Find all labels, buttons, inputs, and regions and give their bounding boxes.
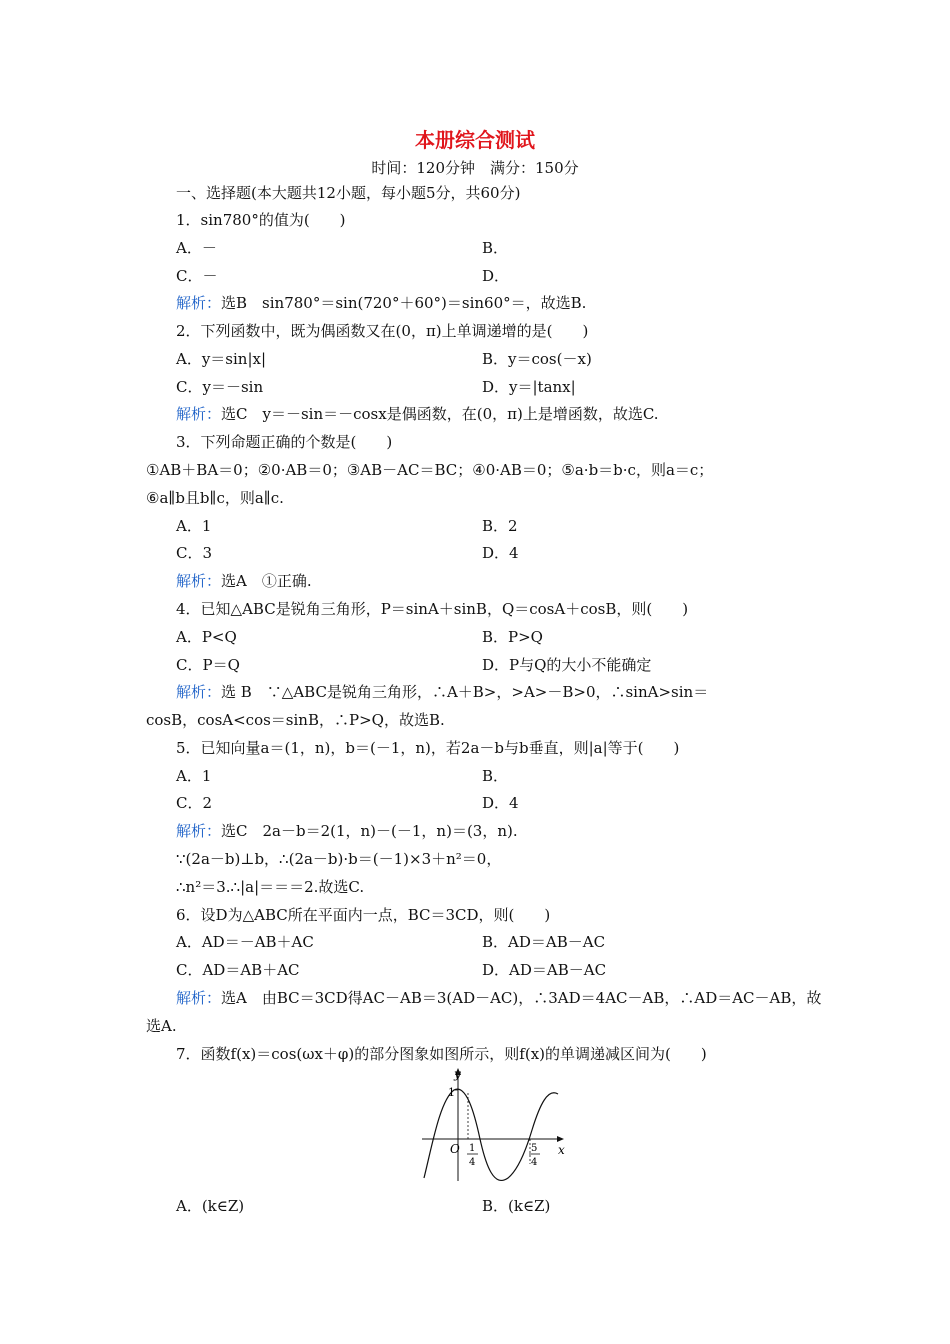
tick-quarter-numerator: 1 [469,1143,476,1154]
analysis-label: 解析： [176,822,222,840]
q7-function-graph [418,1066,568,1184]
q3-option-c: C．3 [176,544,213,562]
q7-option-a: A．(k∈Z) [176,1197,245,1215]
q4-analysis [176,682,708,702]
tick-quarter-denominator: 4 [469,1157,476,1168]
q3-option-b: B．2 [482,517,518,535]
q3-body-line1: ①AB＋BA＝0；②0·AB＝0；③AB－AC＝BC；④0·AB＝0；⑤a·b＝b·c，则a＝c； [146,461,714,479]
q2-stem: 2．下列函数中，既为偶函数又在(0，π)上单调递增的是( ) [176,322,589,340]
q6-analysis [176,988,821,1008]
q4-option-d: D．P与Q的大小不能确定 [482,656,652,674]
q4-option-a: A．P<Q [176,628,237,646]
tick-five-quarter-denominator: 4 [531,1157,538,1168]
analysis-label: 解析： [176,989,222,1007]
q5-answer-line3: ∴n²＝3.∴|a|＝＝＝2.故选C. [176,878,365,896]
q6-option-c: C．AD＝AB＋AC [176,961,300,979]
q2-option-c: C．y＝－sin [176,378,264,396]
q5-analysis [176,821,518,841]
q1-option-c: C．－ [176,267,218,285]
q7-stem: 7．函数f(x)＝cos(ωx＋φ)的部分图象如图所示，则f(x)的单调递减区间为( ) [176,1045,707,1063]
q6-answer-line2: 选A. [146,1017,177,1035]
q5-option-c: C．2 [176,794,213,812]
y-tick-one: 1 [448,1086,455,1099]
q3-analysis [176,571,312,591]
q1-option-b: B． [482,239,509,257]
q5-option-a: A．1 [176,767,212,785]
q3-body-line2: ⑥a∥b且b∥c，则a∥c. [146,489,284,507]
page-title: 本册综合测试 [415,128,535,152]
q2-option-b: B．y＝cos(－x) [482,350,592,368]
q5-answer-line1: 选C 2a－b＝2(1，n)－(－1，n)＝(3，n). [221,822,518,840]
x-axis-arrow [557,1136,564,1142]
q1-stem: 1．sin780°的值为( ) [176,211,346,229]
analysis-label: 解析： [176,683,222,701]
q3-answer: 选A ①正确. [221,572,312,590]
q1-option-a: A．－ [176,239,217,257]
cosine-curve [424,1089,558,1180]
q3-option-d: D．4 [482,544,519,562]
q4-stem: 4．已知△ABC是锐角三角形，P＝sinA＋sinB，Q＝cosA＋cosB，则( ) [176,600,689,618]
q1-option-d: D． [482,267,510,285]
q4-option-b: B．P>Q [482,628,543,646]
section-heading: 一、选择题(本大题共12小题，每小题5分，共60分) [176,184,521,202]
q2-answer: 选C y＝－sin＝－cosx是偶函数，在(0，π)上是增函数，故选C. [221,405,659,423]
q6-option-d: D．AD＝AB－AC [482,961,607,979]
q5-answer-line2: ∵(2a－b)⊥b，∴(2a－b)·b＝(－1)×3＋n²＝0， [176,850,502,868]
analysis-label: 解析： [176,294,222,312]
q4-answer-line2: cosB，cosA<cos＝sinB，∴P>Q，故选B. [146,711,445,729]
q3-option-a: A．1 [176,517,212,535]
q6-stem: 6．设D为△ABC所在平面内一点，BC＝3CD，则( ) [176,906,551,924]
q2-option-a: A．y＝sin|x| [176,350,267,368]
q4-option-c: C．P＝Q [176,656,240,674]
q6-answer-line1: 选A 由BC＝3CD得AC－AB＝3(AD－AC)，∴3AD＝4AC－AB，∴AD＝AC－AB，故 [221,989,822,1007]
q2-analysis [176,404,659,424]
origin-label: O [450,1142,460,1156]
q5-stem: 5．已知向量a＝(1，n)，b＝(－1，n)，若2a－b与b垂直，则|a|等于( ) [176,739,680,757]
tick-five-quarter-numerator: 5 [531,1143,538,1154]
q5-option-d: D．4 [482,794,519,812]
exam-info: 时间：120分钟 满分：150分 [371,159,579,177]
q1-analysis [176,293,586,313]
y-axis-label: y [454,1067,461,1081]
analysis-label: 解析： [176,405,222,423]
analysis-label: 解析： [176,572,222,590]
q3-stem: 3．下列命题正确的个数是( ) [176,433,393,451]
q6-option-b: B．AD＝AB－AC [482,933,606,951]
q5-option-b: B． [482,767,509,785]
q6-option-a: A．AD＝－AB＋AC [176,933,314,951]
x-axis-label: x [558,1143,565,1157]
q4-answer-line1: 选 B ∵△ABC是锐角三角形，∴A＋B>，>A>－B>0，∴sinA>sin＝ [221,683,709,701]
q2-option-d: D．y＝|tanx| [482,378,576,396]
q7-option-b: B．(k∈Z) [482,1197,551,1215]
q1-answer: 选B sin780°＝sin(720°＋60°)＝sin60°＝，故选B. [221,294,587,312]
